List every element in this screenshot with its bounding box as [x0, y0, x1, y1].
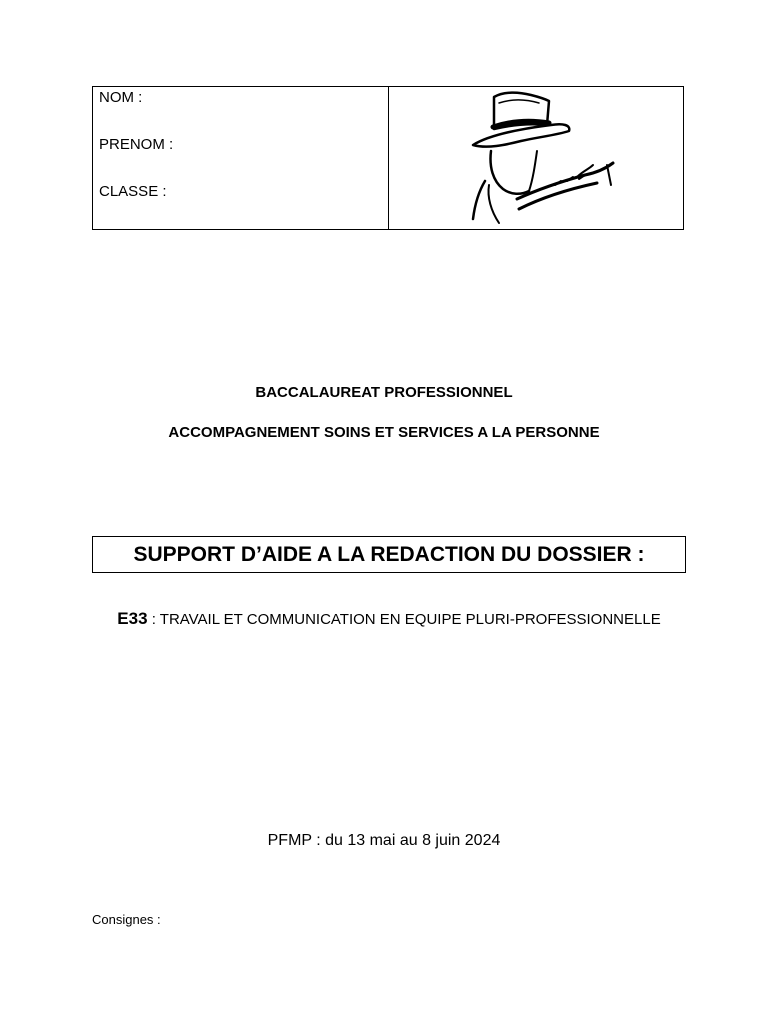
subject-line — [92, 606, 686, 633]
diploma-title: BACCALAUREAT PROFESSIONNEL — [255, 384, 513, 401]
classe-field[interactable]: CLASSE : — [99, 183, 167, 200]
subject-text: : TRAVAIL ET COMMUNICATION EN EQUIPE PLURI-PROFESSIONNELLE — [147, 611, 661, 628]
consignes-label: Consignes : — [92, 912, 161, 927]
pfmp-dates: PFMP : du 13 mai au 8 juin 2024 — [267, 832, 501, 849]
support-title-box: SUPPORT D’AIDE A LA REDACTION DU DOSSIER : — [92, 536, 686, 573]
specialty-title: ACCOMPAGNEMENT SOINS ET SERVICES A LA PERSONNE — [168, 424, 600, 441]
illustration-cell — [389, 87, 683, 229]
identity-box — [92, 86, 684, 230]
nom-field[interactable]: NOM : — [99, 89, 143, 106]
incognito-man-icon — [459, 85, 619, 229]
identity-fields — [93, 87, 389, 229]
prenom-field[interactable]: PRENOM : — [99, 136, 174, 153]
subject-code: E33 — [117, 609, 148, 628]
